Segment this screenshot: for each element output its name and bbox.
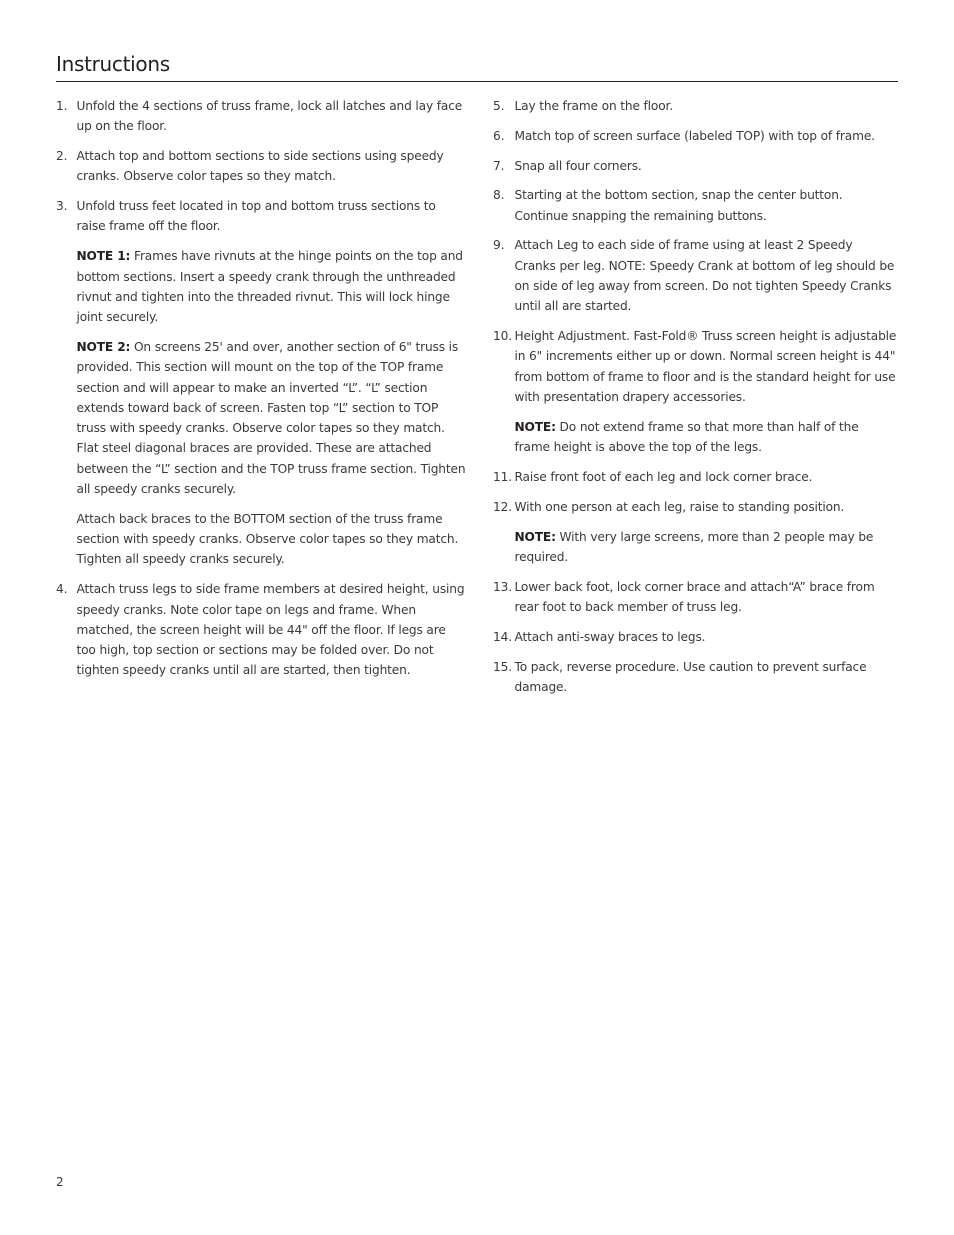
people-note (515, 527, 898, 568)
item-number: 3. (56, 199, 68, 214)
item-text: Lay the frame on the floor. (514, 99, 673, 113)
instruction-item-2 (56, 146, 468, 187)
instructions-left-column (56, 96, 468, 690)
note-2 (77, 337, 469, 499)
item-text: To pack, reverse procedure. Use caution to prevent surface damage. (514, 659, 867, 694)
note-text: Attach back braces to the BOTTOM section of the truss frame section with speedy cranks. Observe color tapes so they match. Tighten all speedy cranks securely. (76, 511, 459, 567)
item-text: Lower back foot, lock corner brace and attach“A” brace from rear foot to back member of truss leg. (514, 579, 875, 614)
instruction-item-6 (493, 126, 897, 146)
item-number: 11. (493, 469, 512, 484)
instruction-item-1 (56, 96, 468, 137)
instruction-item-5 (493, 96, 897, 116)
instruction-item-12 (493, 497, 897, 567)
item-text: With one person at each leg, raise to standing position. (514, 499, 845, 514)
item-text: Unfold the 4 sections of truss frame, lock all latches and lay face up on the floor. (76, 99, 463, 134)
item-text: Height Adjustment. Fast-Fold® Truss screen height is adjustable in 6" increments either up or down. Normal screen height is 44" from bottom of frame to floor and is the standard height for use with presentation drapery accessories. (514, 329, 897, 405)
note-1 (77, 246, 469, 327)
note-text: On screens 25' and over, another section of 6" truss is provided. This section will mount on the top of the TOP frame section and will appear to make an inverted “L”. “L” section extends toward back of screen. Fasten top “L” section to TOP truss with speedy cranks. Observe color tapes so they match. Flat steel diagonal braces are provided. These are attached between the “L” section and the TOP truss frame section. Tighten all speedy cranks securely. (76, 339, 466, 497)
note-text: With very large screens, more than 2 people may be required. (514, 529, 874, 564)
height-note (515, 417, 898, 458)
item-number: 6. (493, 128, 505, 143)
item-text: Raise front foot of each leg and lock corner brace. (514, 469, 813, 484)
instruction-item-8 (493, 185, 897, 226)
instruction-item-3 (56, 196, 468, 570)
instruction-item-15 (493, 657, 897, 698)
item-text: Starting at the bottom section, snap the center button. Continue snapping the remaining buttons. (514, 188, 843, 223)
instruction-item-7 (493, 156, 897, 176)
item-text: Match top of screen surface (labeled TOP) with top of frame. (514, 128, 875, 143)
page-title: Instructions (56, 52, 170, 76)
item-text: Attach top and bottom sections to side sections using speedy cranks. Observe color tapes so they match. (76, 149, 444, 184)
item-text: Attach anti-sway braces to legs. (514, 629, 706, 644)
item-text: Snap all four corners. (514, 158, 642, 173)
item-text: Attach truss legs to side frame members at desired height, using speedy cranks. Note color tape on legs and frame. When matched, the screen height will be 44" off the floor. If legs are too high, top section or sections may be folded over. Do not tighten speedy cranks until all are started, then tighten. (76, 582, 465, 678)
item-text: Unfold truss feet located in top and bottom truss sections to raise frame off the floor. (76, 199, 436, 234)
note-label: NOTE 2: (76, 339, 131, 354)
instructions-right-column (493, 96, 897, 707)
note-label: NOTE: (514, 529, 556, 544)
note-label: NOTE 1: (76, 249, 131, 264)
item-number: 15. (493, 659, 512, 674)
page-number: 2 (56, 1175, 64, 1189)
item-number: 7. (493, 158, 505, 173)
instruction-item-4 (56, 579, 468, 680)
item-number: 5. (493, 99, 505, 113)
item-text: Attach Leg to each side of frame using at least 2 Speedy Cranks per leg. NOTE: Speedy Crank at bottom of leg should be on side of leg away from screen. Do not tighten Speedy Cranks until all are started. (514, 238, 895, 314)
instruction-item-9 (493, 235, 897, 316)
item-number: 13. (493, 579, 512, 594)
item-number: 8. (493, 188, 505, 203)
instruction-item-11 (493, 467, 897, 487)
item-number: 1. (56, 99, 68, 113)
instruction-item-13 (493, 577, 897, 618)
item-number: 9. (493, 238, 505, 253)
back-braces-paragraph (77, 509, 469, 570)
note-label: NOTE: (514, 419, 556, 434)
item-number: 2. (56, 149, 68, 164)
item-number: 12. (493, 499, 512, 514)
instruction-item-10 (493, 326, 897, 457)
item-number: 4. (56, 582, 68, 597)
item-number: 14. (493, 629, 512, 644)
instruction-item-14 (493, 627, 897, 647)
item-number: 10. (493, 329, 512, 344)
note-text: Frames have rivnuts at the hinge points on the top and bottom sections. Insert a speedy crank through the unthreaded rivnut and tighten into the threaded rivnut. This will lock hinge joint securely. (76, 249, 463, 325)
title-divider (56, 81, 898, 82)
note-text: Do not extend frame so that more than half of the frame height is above the top of the legs. (514, 419, 859, 455)
